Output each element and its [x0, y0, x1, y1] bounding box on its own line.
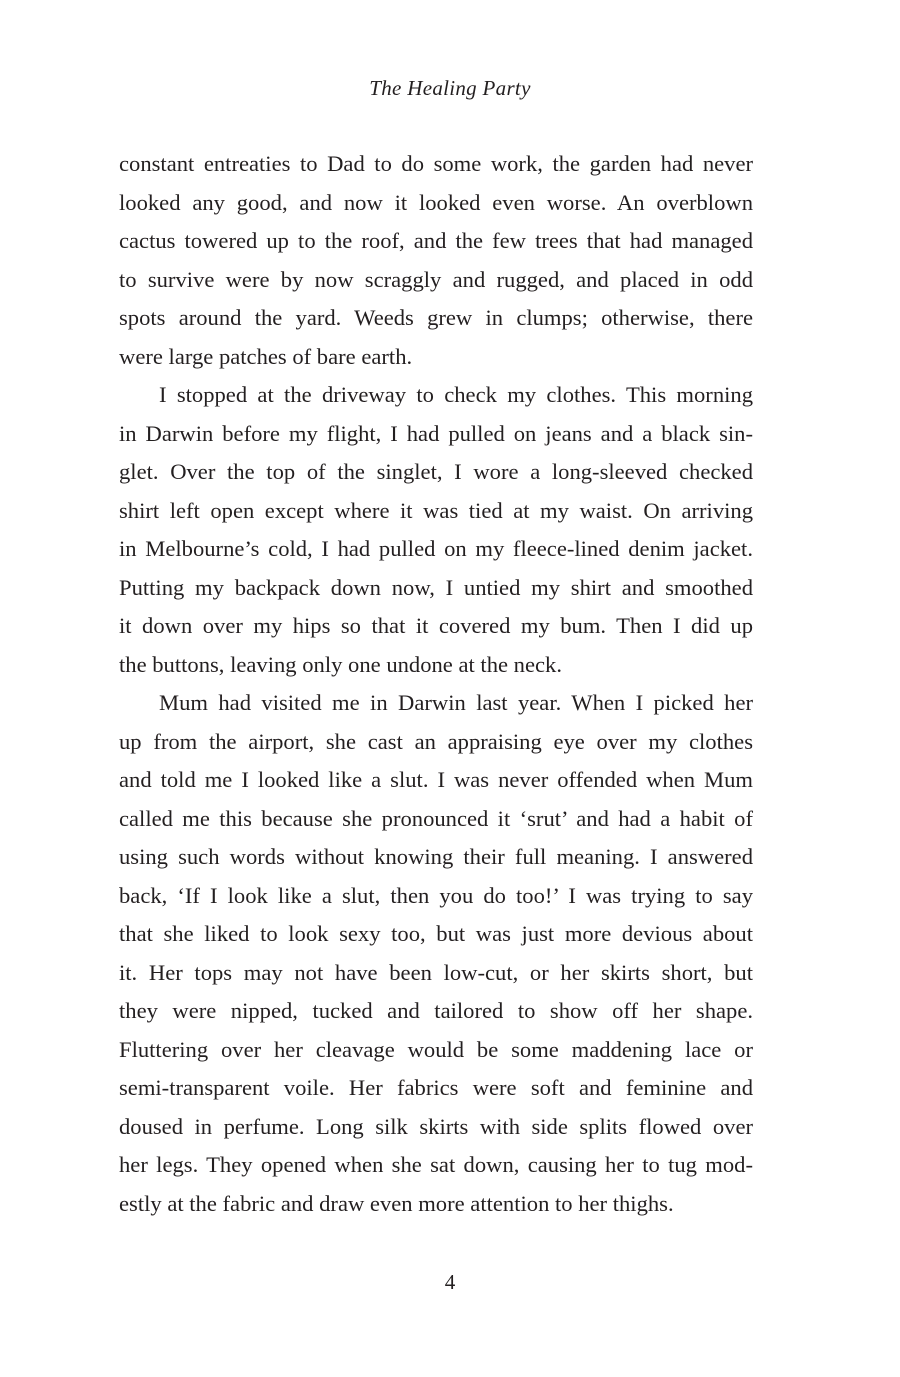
text-line: called me this because she pronounced it ‘srut’ and had a habit of — [119, 805, 753, 831]
text-line: they were nipped, tucked and tailored to show off her shape. — [119, 998, 753, 1023]
text-line: in Darwin before my flight, I had pulled on jeans and a black sin- — [119, 420, 753, 446]
text-line: glet. Over the top of the singlet, I wore a long-sleeved checked — [119, 459, 753, 484]
text-line: it down over my hips so that it covered my bum. Then I did up — [119, 613, 753, 638]
body-text — [119, 145, 753, 1223]
text-line: Mum had visited me in Darwin last year. When I picked her — [159, 690, 753, 715]
text-line: estly at the fabric and draw even more attention to her thighs. — [119, 1190, 674, 1216]
text-line: doused in perfume. Long silk skirts with side splits flowed over — [119, 1113, 753, 1139]
text-line: were large patches of bare earth. — [119, 343, 413, 369]
running-head-title: The Healing Party — [369, 76, 531, 100]
text-line: the buttons, leaving only one undone at the neck. — [119, 651, 562, 677]
text-line: spots around the yard. Weeds grew in clumps; otherwise, there — [119, 305, 753, 330]
text-line: cactus towered up to the roof, and the few trees that had managed — [119, 228, 753, 253]
text-line: that she liked to look sexy too, but was just more devious about — [119, 921, 753, 946]
text-line: back, ‘If I look like a slut, then you do too!’ I was trying to say — [119, 882, 753, 908]
text-line: constant entreaties to Dad to do some work, the garden had never — [119, 151, 753, 176]
text-line: Putting my backpack down now, I untied my shirt and smoothed — [119, 574, 753, 600]
text-line: in Melbourne’s cold, I had pulled on my fleece-lined denim jacket. — [119, 536, 753, 561]
text-line: shirt left open except where it was tied at my waist. On arriving — [119, 497, 753, 523]
text-line: using such words without knowing their full meaning. I answered — [119, 844, 753, 869]
text-line: her legs. They opened when she sat down, causing her to tug mod- — [119, 1152, 753, 1177]
text-line: to survive were by now scraggly and rugged, and placed in odd — [119, 266, 753, 292]
text-line: Fluttering over her cleavage would be some maddening lace or — [119, 1036, 753, 1062]
text-line: semi-transparent voile. Her fabrics were soft and feminine and — [119, 1075, 753, 1100]
text-line: I stopped at the driveway to check my clothes. This morning — [159, 382, 753, 407]
text-line: up from the airport, she cast an appraising eye over my clothes — [119, 728, 753, 754]
text-line: looked any good, and now it looked even worse. An overblown — [119, 189, 753, 215]
text-line: it. Her tops may not have been low-cut, or her skirts short, but — [119, 959, 753, 985]
text-line: and told me I looked like a slut. I was never offended when Mum — [119, 767, 753, 792]
page-number: 4 — [444, 1270, 456, 1294]
